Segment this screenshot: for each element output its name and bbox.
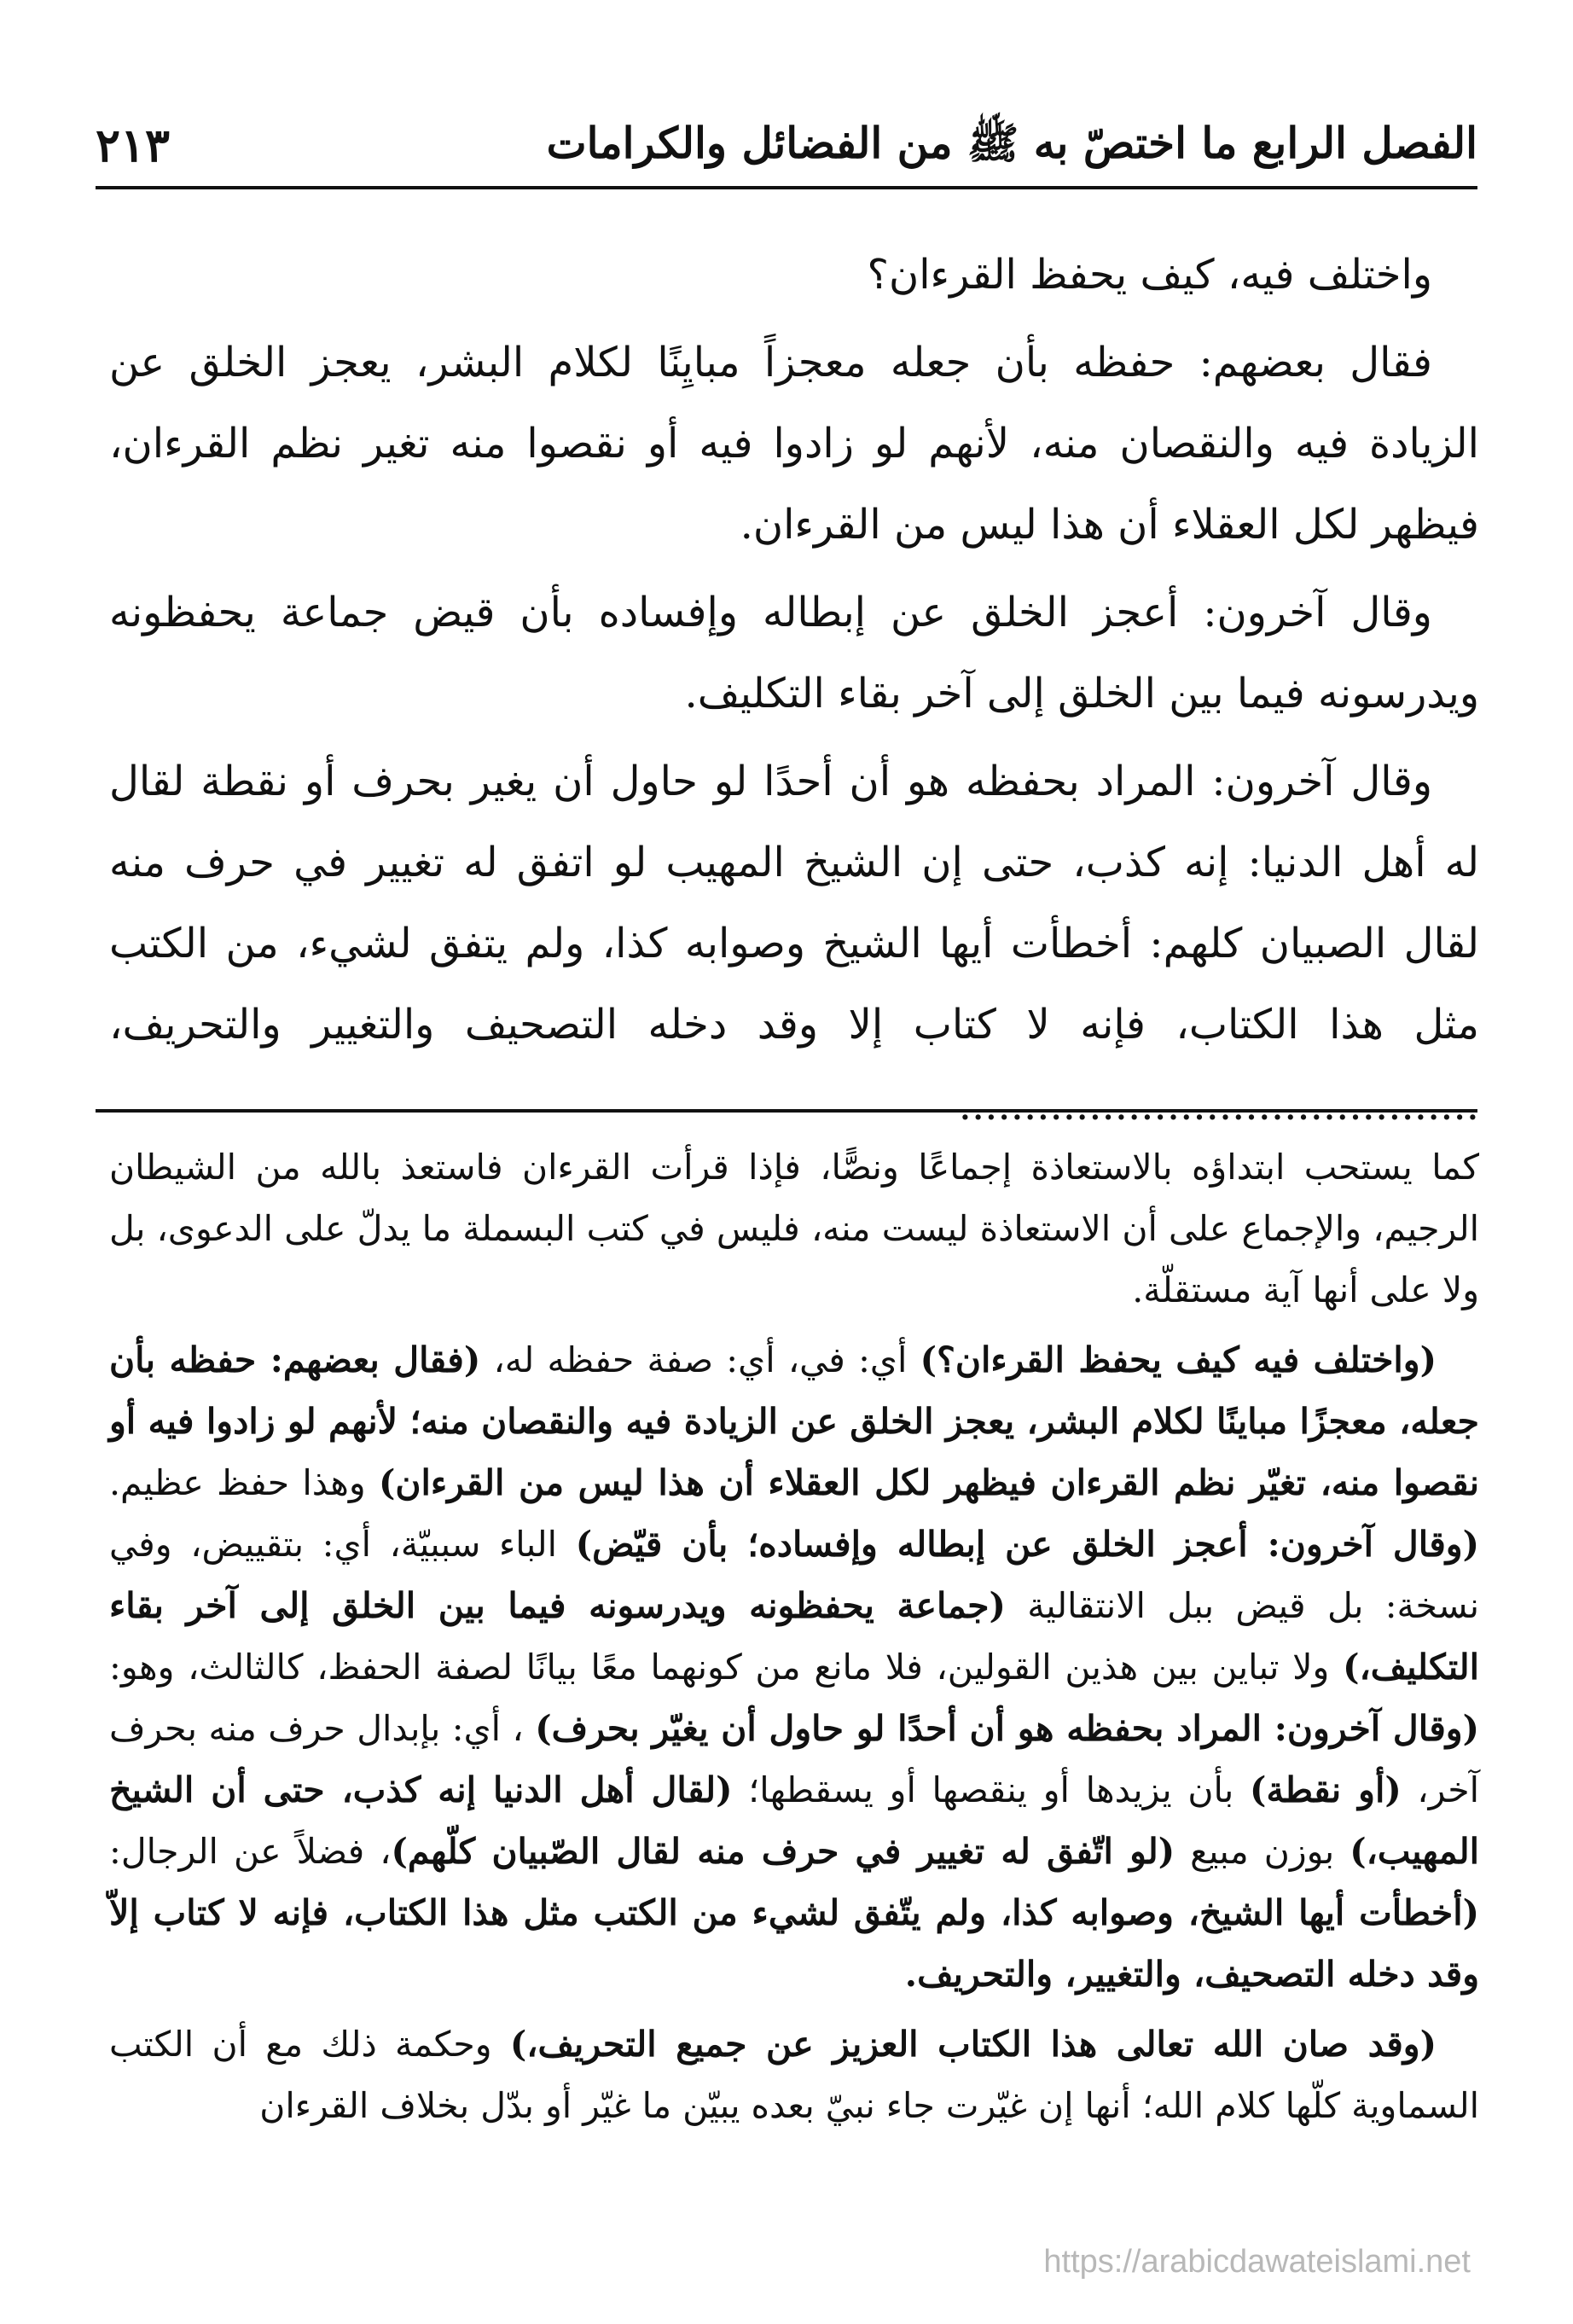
explanation-text: وهذا حفظ عظيم. [109,1462,379,1503]
explanation-text: وحكمة ذلك مع أن الكتب السماوية كلّها كلام الله؛ أنها إن غيّرت جاء نبيّ بعده يبيّن ما غيّر أو بدّل بخلاف القرءان [109,2024,1479,2126]
commentary-block [109,1136,1479,2145]
quoted-text: (واختلف فيه كيف يحفظ القرءان؟) [920,1339,1437,1380]
commentary-paragraph-3 [109,2013,1479,2136]
quoted-text: (فقال بعضهم: حفظه بأن جعله، معجزًا مباينًا لكلام البشر، يعجز الخلق عن الزيادة فيه والنقصان منه؛ لأنهم لو زادوا فيه أو نقصوا منه، تغيّر نظم القرءان فيظهر لكل العقلاء أن هذا ليس من القرءان) [109,1339,1479,1503]
explanation-text: بوزن مبيع [1175,1831,1350,1872]
section-divider [96,1109,1477,1113]
explanation-text: الباء سببيّة، أي: بتقييض، وفي نسخة: بل قيض ببل الانتقالية [109,1524,1479,1626]
main-paragraph-3: وقال آخرون: أعجز الخلق عن إبطاله وإفساده بأن قيض جماعة يحفظونه ويدرسونه فيما بين الخلق إلى آخر بقاء التكليف. [109,589,1479,718]
commentary-paragraph-2 [109,1329,1479,2005]
quoted-text: (لو اتّفق له تغيير في حرف منه لقال الصّبيان كلّهم) [391,1831,1175,1872]
quoted-text: (وقال آخرون: المراد بحفظه هو أن أحدًا لو حاول أن يغيّر بحرف) [535,1708,1479,1749]
page-number: ٢١٣ [96,118,171,172]
main-paragraph-4 [109,741,1479,1147]
explanation-text: أي: في، أي: صفة حفظه له، [480,1339,920,1380]
watermark-url: https://arabicdawateislami.net [1043,2244,1471,2280]
main-paragraph-1: واختلف فيه، كيف يحفظ القرءان؟ [867,251,1432,299]
quoted-text: (لقال أهل الدنيا إنه كذب، حتى أن الشيخ المهيب،) [109,1769,1479,1872]
quoted-text: (جماعة يحفظونه ويدرسونه فيما بين الخلق إلى آخر بقاء التكليف،) [109,1585,1479,1688]
explanation-text: ، أي: بإبدال حرف منه بحرف آخر، [109,1708,1480,1810]
page-header [96,118,1477,189]
quoted-text: (أو نقطة) [1250,1769,1402,1810]
explanation-text: ولا تباين بين هذين القولين، فلا مانع من كونهما معًا بيانًا لصفة الحفظ، كالثالث، وهو: [109,1647,1344,1688]
quoted-text: (وقد صان الله تعالى هذا الكتاب العزيز عن جميع التحريف،) [509,2024,1437,2065]
quoted-text: (وقال آخرون: أعجز الخلق عن إبطاله وإفساده؛ بأن قيّض) [575,1524,1479,1565]
main-text-block [109,235,1479,1153]
main-paragraph-4-text: وقال آخرون: المراد بحفظه هو أن أحدًا لو حاول أن يغير بحرف أو نقطة لقال له أهل الدنيا: إنه كذب، حتى إن الشيخ المهيب لو اتفق له تغيير في حرف منه لقال الصبيان كلهم: أخطأت أيها الشيخ وصوابه كذا، ولم يتفق لشيء، من الكتب مثل هذا الكتاب، فإنه لا كتاب إلا وقد دخله التصحيف والتغيير والتحريف، [109,758,1479,1049]
explanation-text: ، فضلاً عن الرجال: [109,1831,392,1872]
explanation-text: بأن يزيدها أو ينقصها أو يسقطها؛ [732,1769,1251,1810]
quoted-text: (أخطأت أيها الشيخ، وصوابه كذا، ولم يتّفق لشيء من الكتب مثل هذا الكتاب، فإنه لا كتاب إلاّ وقد دخله التصحيف، والتغيير، والتحريف. [109,1892,1479,1995]
ellipsis-dots: ........................................ [958,1082,1479,1130]
main-paragraph-2: فقال بعضهم: حفظه بأن جعله معجزاً مبايِنًا لكلام البشر، يعجز الخلق عن الزيادة فيه والنقصان منه، لأنهم لو زادوا فيه أو نقصوا منه تغير نظم القرءان، فيظهر لكل العقلاء أن هذا ليس من القرءان. [109,339,1479,549]
commentary-paragraph-1: كما يستحب ابتداؤه بالاستعاذة إجماعًا ونصًّا، فإذا قرأت القرءان فاستعذ بالله من الشيطان الرجيم، والإجماع على أن الاستعاذة ليست منه، فليس في كتب البسملة ما يدلّ على الدعوى، بل ولا على أنها آية مستقلّة. [109,1147,1479,1310]
chapter-title: الفصل الرابع ما اختصّ به ﷺ من الفضائل والكرامات [546,118,1477,168]
